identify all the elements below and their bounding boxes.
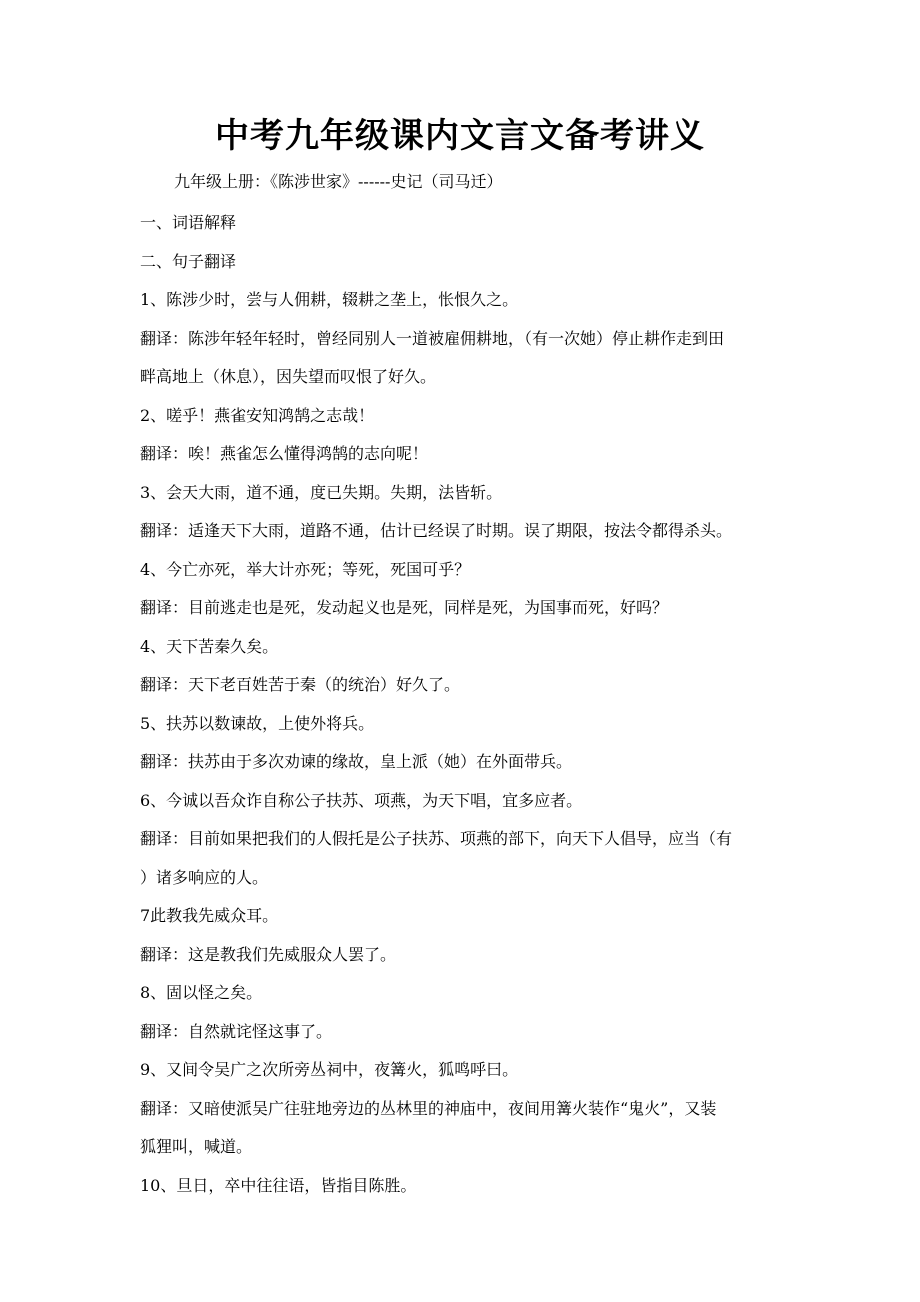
translation-line: 翻译：适逢天下大雨，道路不通，估计已经误了时期。误了期限，按法令都得杀头。 — [140, 521, 733, 540]
translation-line: 翻译：又暗使派吴广往驻地旁边的丛林里的神庙中，夜间用篝火装作“鬼火”，又装 — [140, 1098, 717, 1118]
translation-line: 翻译：唉！燕雀怎么懂得鸿鹄的志向呢！ — [140, 444, 429, 463]
source-sentence: 1、陈涉少时，尝与人佣耕，辍耕之垄上，怅恨久之。 — [140, 290, 519, 309]
source-sentence: 3、会天大雨，道不通，度已失期。失期，法皆斩。 — [140, 482, 503, 502]
source-sentence: 4、天下苦秦久矣。 — [140, 636, 279, 656]
source-sentence: 2、嗟乎！燕雀安知鸿鹄之志哉！ — [140, 405, 375, 425]
source-sentence: 10、旦日，卒中往往语，皆指目陈胜。 — [140, 1175, 417, 1195]
document-body — [140, 204, 770, 1205]
source-sentence: 7此教我先威众耳。 — [140, 906, 279, 925]
translation-line: 翻译：扶苏由于多次劝谏的缘故，皇上派（她）在外面带兵。 — [140, 752, 573, 771]
source-sentence: 5、扶苏以数谏故，上使外将兵。 — [140, 713, 375, 733]
translation-line: 翻译：陈涉年轻年轻时，曾经同别人一道被雇佣耕地，（有一次她）停止耕作走到田 — [140, 328, 725, 348]
translation-line: 翻译：目前逃走也是死，发动起义也是死，同样是死，为国事而死，好吗？ — [140, 598, 669, 617]
document-title: 中考九年级课内文言文备考讲义 — [215, 116, 705, 156]
translation-line: 翻译：这是教我们先威服众人罢了。 — [140, 944, 397, 964]
translation-line: 翻译：目前如果把我们的人假托是公子扶苏、项燕的部下，向天下人倡导，应当（有 — [140, 829, 733, 848]
source-sentence: 9、又间令吴广之次所旁丛祠中，夜篝火，狐鸣呼曰。 — [140, 1060, 519, 1079]
translation-line: 畔高地上（休息），因失望而叹恨了好久。 — [140, 367, 437, 386]
section-heading: 一、词语解释 — [140, 213, 237, 232]
source-sentence: 4、今亡亦死，举大计亦死；等死，死国可乎？ — [140, 559, 471, 579]
translation-line: 翻译：天下老百姓苦于秦（的统治）好久了。 — [140, 675, 461, 694]
translation-line: 狐狸叫，喊道。 — [140, 1137, 253, 1156]
translation-line: ）诸多响应的人。 — [140, 867, 269, 887]
source-sentence: 8、固以怪之矣。 — [140, 983, 263, 1002]
section-heading: 二、句子翻译 — [140, 251, 237, 271]
document-subtitle: 九年级上册：《陈涉世家》------史记（司马迁） — [174, 172, 503, 191]
translation-line: 翻译：自然就诧怪这事了。 — [140, 1021, 333, 1041]
source-sentence: 6、今诚以吾众诈自称公子扶苏、项燕，为天下唱，宜多应者。 — [140, 790, 583, 810]
